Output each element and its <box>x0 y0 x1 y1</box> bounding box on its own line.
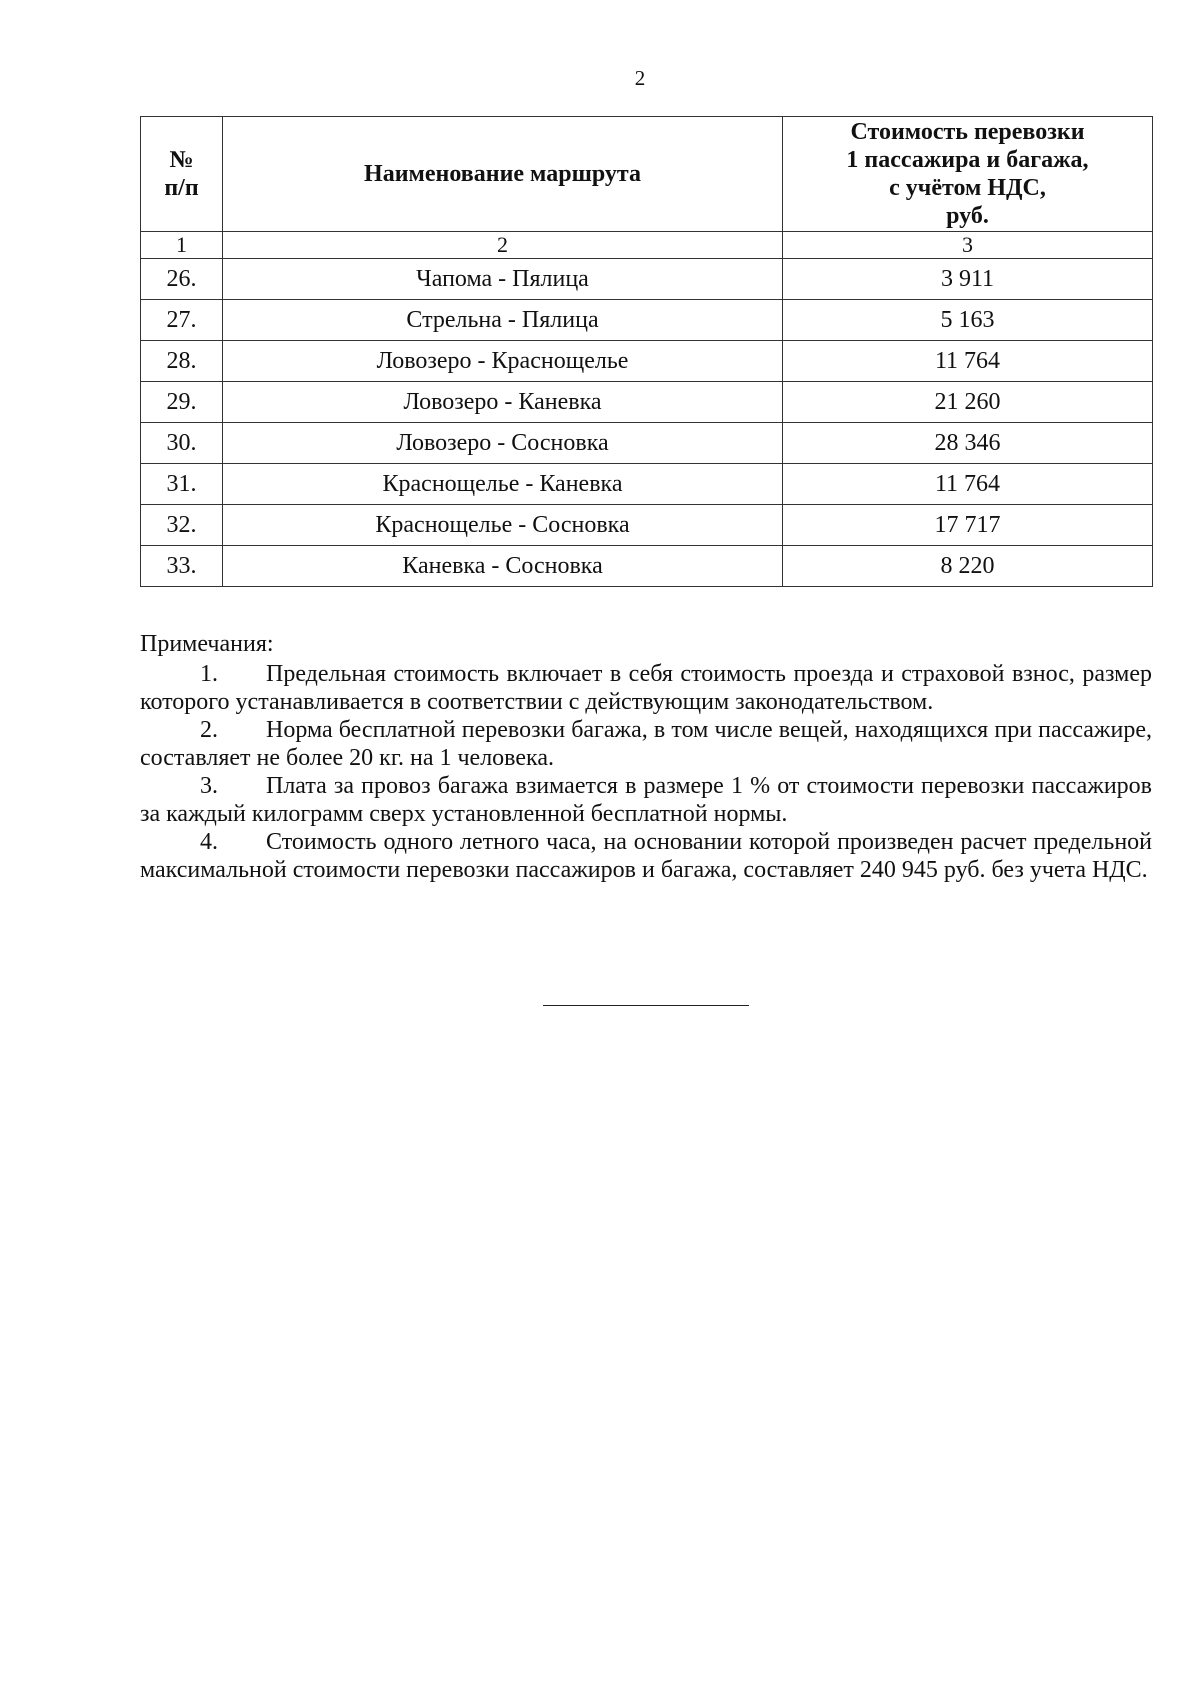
note-item <box>140 660 1152 716</box>
route-name: Ловозеро - Сосновка <box>223 423 783 464</box>
end-divider <box>543 1005 749 1006</box>
route-price: 3 911 <box>783 259 1153 300</box>
row-number: 29. <box>141 382 223 423</box>
note-number: 3. <box>200 773 218 799</box>
route-price: 21 260 <box>783 382 1153 423</box>
column-number: 3 <box>783 232 1153 259</box>
row-number: 31. <box>141 464 223 505</box>
note-item <box>140 716 1152 772</box>
column-numbers-row <box>141 232 1153 259</box>
route-name: Краснощелье - Каневка <box>223 464 783 505</box>
note-text: Норма бесплатной перевозки багажа, в том числе вещей, находящихся при пассажире, составляет не более 20 кг. на 1 человека. <box>140 717 1152 771</box>
note-number: 2. <box>200 717 218 743</box>
route-price: 11 764 <box>783 464 1153 505</box>
header-price: Стоимость перевозки 1 пассажира и багажа, с учётом НДС, руб. <box>783 117 1153 232</box>
table-row <box>141 341 1153 382</box>
header-route-name: Наименование маршрута <box>223 117 783 232</box>
row-number: 28. <box>141 341 223 382</box>
page-number: 2 <box>634 66 646 90</box>
route-name: Ловозеро - Каневка <box>223 382 783 423</box>
row-number: 33. <box>141 546 223 587</box>
note-number: 1. <box>200 661 218 687</box>
table-row <box>141 464 1153 505</box>
table-row <box>141 546 1153 587</box>
column-number: 1 <box>141 232 223 259</box>
route-name: Ловозеро - Краснощелье <box>223 341 783 382</box>
row-number: 26. <box>141 259 223 300</box>
route-name: Каневка - Сосновка <box>223 546 783 587</box>
note-text: Плата за провоз багажа взимается в размере 1 % от стоимости перевозки пассажиров за каждый килограмм сверх установленной бесплатной нормы. <box>140 773 1152 827</box>
row-number: 32. <box>141 505 223 546</box>
route-price: 8 220 <box>783 546 1153 587</box>
notes-section <box>140 630 1152 884</box>
route-price: 17 717 <box>783 505 1153 546</box>
route-price: 5 163 <box>783 300 1153 341</box>
note-number: 4. <box>200 829 218 855</box>
route-price: 28 346 <box>783 423 1153 464</box>
table-row <box>141 423 1153 464</box>
notes-title: Примечания: <box>140 631 274 657</box>
route-name: Чапома - Пялица <box>223 259 783 300</box>
note-item <box>140 772 1152 828</box>
table-row <box>141 382 1153 423</box>
table-row <box>141 259 1153 300</box>
route-name: Краснощелье - Сосновка <box>223 505 783 546</box>
route-name: Стрельна - Пялица <box>223 300 783 341</box>
routes-table <box>140 116 1153 587</box>
note-text: Стоимость одного летного часа, на основании которой произведен расчет предельной максимальной стоимости перевозки пассажиров и багажа, составляет 240 945 руб. без учета НДС. <box>140 829 1152 883</box>
route-price: 11 764 <box>783 341 1153 382</box>
row-number: 27. <box>141 300 223 341</box>
table-row <box>141 300 1153 341</box>
note-item <box>140 828 1152 884</box>
table-header-row <box>141 117 1153 232</box>
row-number: 30. <box>141 423 223 464</box>
header-number: № п/п <box>141 117 223 232</box>
note-text: Предельная стоимость включает в себя стоимость проезда и страховой взнос, размер которого устанавливается в соответствии с действующим законодательством. <box>140 661 1152 715</box>
table-row <box>141 505 1153 546</box>
column-number: 2 <box>223 232 783 259</box>
